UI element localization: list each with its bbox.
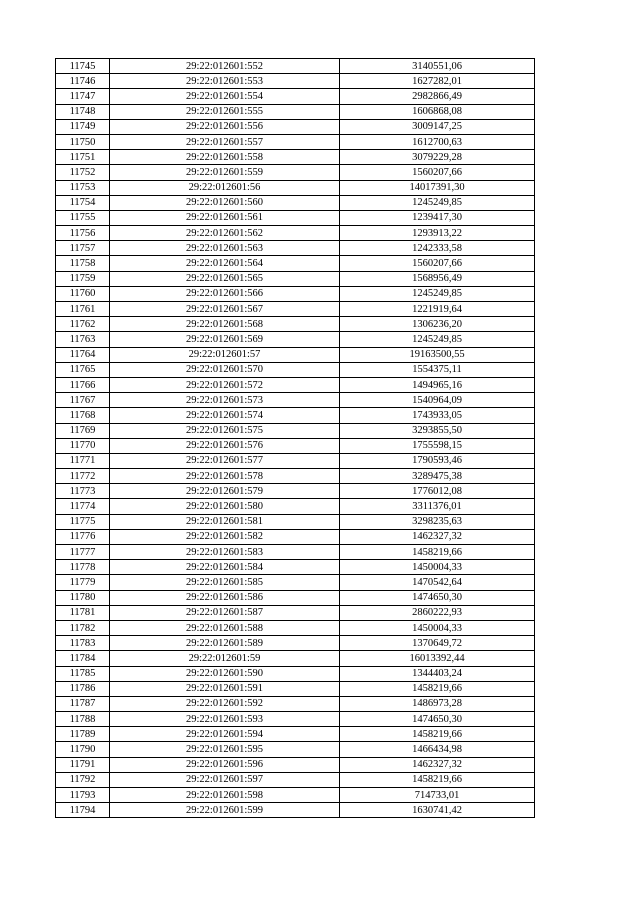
cadastral-value-cell: 1554375,11	[340, 362, 535, 377]
cadastral-value-cell: 1293913,22	[340, 226, 535, 241]
cadastral-number-cell: 29:22:012601:555	[110, 104, 340, 119]
table-row	[56, 453, 535, 468]
cadastral-number-cell: 29:22:012601:578	[110, 469, 340, 484]
cadastral-number-cell: 29:22:012601:569	[110, 332, 340, 347]
cadastral-value-cell: 3009147,25	[340, 119, 535, 134]
table-row	[56, 560, 535, 575]
row-number-cell: 11752	[56, 165, 110, 180]
cadastral-value-cell: 3298235,63	[340, 514, 535, 529]
row-number-cell: 11769	[56, 423, 110, 438]
row-number-cell: 11762	[56, 317, 110, 332]
cadastral-number-cell: 29:22:012601:599	[110, 803, 340, 818]
cadastral-number-cell: 29:22:012601:59	[110, 651, 340, 666]
cadastral-value-cell: 1755598,15	[340, 438, 535, 453]
table-row	[56, 195, 535, 210]
row-number-cell: 11784	[56, 651, 110, 666]
row-number-cell: 11788	[56, 712, 110, 727]
cadastral-number-cell: 29:22:012601:562	[110, 226, 340, 241]
table-row	[56, 636, 535, 651]
table-row	[56, 377, 535, 392]
cadastral-value-cell: 1450004,33	[340, 560, 535, 575]
cadastral-value-cell: 1462327,32	[340, 757, 535, 772]
cadastral-value-cell: 1245249,85	[340, 332, 535, 347]
table-row	[56, 469, 535, 484]
row-number-cell: 11751	[56, 150, 110, 165]
cadastral-number-cell: 29:22:012601:560	[110, 195, 340, 210]
cadastral-number-cell: 29:22:012601:552	[110, 59, 340, 74]
row-number-cell: 11777	[56, 545, 110, 560]
row-number-cell: 11758	[56, 256, 110, 271]
cadastral-number-cell: 29:22:012601:556	[110, 119, 340, 134]
row-number-cell: 11759	[56, 271, 110, 286]
table-body	[56, 59, 535, 818]
cadastral-number-cell: 29:22:012601:574	[110, 408, 340, 423]
table-row	[56, 226, 535, 241]
table-row	[56, 484, 535, 499]
row-number-cell: 11746	[56, 74, 110, 89]
table-row	[56, 104, 535, 119]
row-number-cell: 11756	[56, 226, 110, 241]
row-number-cell: 11763	[56, 332, 110, 347]
cadastral-value-cell: 3311376,01	[340, 499, 535, 514]
cadastral-value-cell: 1306236,20	[340, 317, 535, 332]
table-row	[56, 256, 535, 271]
row-number-cell: 11792	[56, 772, 110, 787]
row-number-cell: 11776	[56, 529, 110, 544]
cadastral-number-cell: 29:22:012601:558	[110, 150, 340, 165]
cadastral-value-cell: 1474650,30	[340, 590, 535, 605]
row-number-cell: 11754	[56, 195, 110, 210]
row-number-cell: 11760	[56, 286, 110, 301]
cadastral-value-cell: 1627282,01	[340, 74, 535, 89]
cadastral-number-cell: 29:22:012601:57	[110, 347, 340, 362]
row-number-cell: 11790	[56, 742, 110, 757]
cadastral-number-cell: 29:22:012601:595	[110, 742, 340, 757]
cadastral-value-cell: 1743933,05	[340, 408, 535, 423]
table-row	[56, 681, 535, 696]
cadastral-value-cell: 16013392,44	[340, 651, 535, 666]
row-number-cell: 11768	[56, 408, 110, 423]
row-number-cell: 11794	[56, 803, 110, 818]
cadastral-number-cell: 29:22:012601:563	[110, 241, 340, 256]
cadastral-number-cell: 29:22:012601:580	[110, 499, 340, 514]
cadastral-value-cell: 1470542,64	[340, 575, 535, 590]
row-number-cell: 11770	[56, 438, 110, 453]
cadastral-value-cell: 19163500,55	[340, 347, 535, 362]
cadastral-number-cell: 29:22:012601:592	[110, 696, 340, 711]
cadastral-number-cell: 29:22:012601:588	[110, 620, 340, 635]
row-number-cell: 11767	[56, 393, 110, 408]
cadastral-value-cell: 1458219,66	[340, 772, 535, 787]
table-row	[56, 74, 535, 89]
cadastral-value-cell: 3079229,28	[340, 150, 535, 165]
table-row	[56, 347, 535, 362]
cadastral-value-cell: 3140551,06	[340, 59, 535, 74]
row-number-cell: 11793	[56, 788, 110, 803]
row-number-cell: 11761	[56, 302, 110, 317]
row-number-cell: 11774	[56, 499, 110, 514]
cadastral-value-table	[55, 58, 535, 818]
table-row	[56, 134, 535, 149]
cadastral-value-cell: 1450004,33	[340, 620, 535, 635]
row-number-cell: 11750	[56, 134, 110, 149]
cadastral-number-cell: 29:22:012601:561	[110, 210, 340, 225]
cadastral-number-cell: 29:22:012601:586	[110, 590, 340, 605]
table-row	[56, 393, 535, 408]
cadastral-value-cell: 1458219,66	[340, 681, 535, 696]
row-number-cell: 11749	[56, 119, 110, 134]
cadastral-value-cell: 2860222,93	[340, 605, 535, 620]
cadastral-number-cell: 29:22:012601:589	[110, 636, 340, 651]
table-row	[56, 727, 535, 742]
cadastral-value-cell: 1560207,66	[340, 165, 535, 180]
table-row	[56, 712, 535, 727]
cadastral-value-cell: 1458219,66	[340, 545, 535, 560]
cadastral-number-cell: 29:22:012601:591	[110, 681, 340, 696]
row-number-cell: 11753	[56, 180, 110, 195]
table-row	[56, 757, 535, 772]
cadastral-number-cell: 29:22:012601:597	[110, 772, 340, 787]
table-row	[56, 165, 535, 180]
table-row	[56, 605, 535, 620]
cadastral-number-cell: 29:22:012601:572	[110, 377, 340, 392]
cadastral-value-cell: 1462327,32	[340, 529, 535, 544]
cadastral-value-cell: 1245249,85	[340, 195, 535, 210]
table-row	[56, 89, 535, 104]
cadastral-value-cell: 1242333,58	[340, 241, 535, 256]
cadastral-value-cell: 1494965,16	[340, 377, 535, 392]
cadastral-value-cell: 714733,01	[340, 788, 535, 803]
row-number-cell: 11779	[56, 575, 110, 590]
table-row	[56, 438, 535, 453]
cadastral-number-cell: 29:22:012601:596	[110, 757, 340, 772]
table-row	[56, 286, 535, 301]
row-number-cell: 11781	[56, 605, 110, 620]
table-row	[56, 423, 535, 438]
cadastral-value-cell: 2982866,49	[340, 89, 535, 104]
row-number-cell: 11772	[56, 469, 110, 484]
row-number-cell: 11780	[56, 590, 110, 605]
table-row	[56, 317, 535, 332]
cadastral-value-cell: 1486973,28	[340, 696, 535, 711]
table-row	[56, 119, 535, 134]
row-number-cell: 11745	[56, 59, 110, 74]
cadastral-number-cell: 29:22:012601:564	[110, 256, 340, 271]
row-number-cell: 11755	[56, 210, 110, 225]
cadastral-number-cell: 29:22:012601:598	[110, 788, 340, 803]
cadastral-number-cell: 29:22:012601:594	[110, 727, 340, 742]
row-number-cell: 11773	[56, 484, 110, 499]
table-row	[56, 545, 535, 560]
table-row	[56, 742, 535, 757]
table-row	[56, 666, 535, 681]
cadastral-number-cell: 29:22:012601:570	[110, 362, 340, 377]
table-row	[56, 499, 535, 514]
cadastral-number-cell: 29:22:012601:590	[110, 666, 340, 681]
table-row	[56, 271, 535, 286]
table-row	[56, 514, 535, 529]
cadastral-value-cell: 1540964,09	[340, 393, 535, 408]
table-row	[56, 332, 535, 347]
table-row	[56, 302, 535, 317]
cadastral-value-cell: 1606868,08	[340, 104, 535, 119]
cadastral-number-cell: 29:22:012601:565	[110, 271, 340, 286]
table-row	[56, 620, 535, 635]
cadastral-number-cell: 29:22:012601:559	[110, 165, 340, 180]
cadastral-number-cell: 29:22:012601:593	[110, 712, 340, 727]
row-number-cell: 11778	[56, 560, 110, 575]
cadastral-value-cell: 1370649,72	[340, 636, 535, 651]
table-row	[56, 150, 535, 165]
table-row	[56, 696, 535, 711]
table-row	[56, 651, 535, 666]
row-number-cell: 11791	[56, 757, 110, 772]
cadastral-number-cell: 29:22:012601:567	[110, 302, 340, 317]
row-number-cell: 11789	[56, 727, 110, 742]
table-row	[56, 803, 535, 818]
cadastral-value-cell: 1560207,66	[340, 256, 535, 271]
table-row	[56, 529, 535, 544]
cadastral-value-cell: 1344403,24	[340, 666, 535, 681]
table-row	[56, 180, 535, 195]
cadastral-value-cell: 1245249,85	[340, 286, 535, 301]
cadastral-value-cell: 1776012,08	[340, 484, 535, 499]
row-number-cell: 11764	[56, 347, 110, 362]
table-row	[56, 590, 535, 605]
cadastral-number-cell: 29:22:012601:579	[110, 484, 340, 499]
cadastral-number-cell: 29:22:012601:56	[110, 180, 340, 195]
row-number-cell: 11757	[56, 241, 110, 256]
table-row	[56, 772, 535, 787]
cadastral-value-cell: 1790593,46	[340, 453, 535, 468]
table-row	[56, 59, 535, 74]
cadastral-number-cell: 29:22:012601:576	[110, 438, 340, 453]
table-row	[56, 575, 535, 590]
row-number-cell: 11787	[56, 696, 110, 711]
row-number-cell: 11748	[56, 104, 110, 119]
cadastral-number-cell: 29:22:012601:583	[110, 545, 340, 560]
cadastral-number-cell: 29:22:012601:587	[110, 605, 340, 620]
cadastral-number-cell: 29:22:012601:554	[110, 89, 340, 104]
row-number-cell: 11782	[56, 620, 110, 635]
table-row	[56, 362, 535, 377]
cadastral-value-cell: 1612700,63	[340, 134, 535, 149]
cadastral-number-cell: 29:22:012601:553	[110, 74, 340, 89]
cadastral-number-cell: 29:22:012601:557	[110, 134, 340, 149]
table-row	[56, 408, 535, 423]
cadastral-number-cell: 29:22:012601:584	[110, 560, 340, 575]
cadastral-number-cell: 29:22:012601:582	[110, 529, 340, 544]
row-number-cell: 11765	[56, 362, 110, 377]
table-row	[56, 241, 535, 256]
row-number-cell: 11785	[56, 666, 110, 681]
row-number-cell: 11766	[56, 377, 110, 392]
document-page	[55, 58, 534, 818]
cadastral-value-cell: 3289475,38	[340, 469, 535, 484]
cadastral-value-cell: 1466434,98	[340, 742, 535, 757]
row-number-cell: 11771	[56, 453, 110, 468]
cadastral-number-cell: 29:22:012601:575	[110, 423, 340, 438]
cadastral-value-cell: 1474650,30	[340, 712, 535, 727]
cadastral-value-cell: 1568956,49	[340, 271, 535, 286]
row-number-cell: 11786	[56, 681, 110, 696]
row-number-cell: 11783	[56, 636, 110, 651]
cadastral-value-cell: 1239417,30	[340, 210, 535, 225]
cadastral-number-cell: 29:22:012601:573	[110, 393, 340, 408]
cadastral-number-cell: 29:22:012601:568	[110, 317, 340, 332]
table-row	[56, 788, 535, 803]
cadastral-number-cell: 29:22:012601:566	[110, 286, 340, 301]
cadastral-value-cell: 14017391,30	[340, 180, 535, 195]
cadastral-value-cell: 1221919,64	[340, 302, 535, 317]
table-row	[56, 210, 535, 225]
row-number-cell: 11747	[56, 89, 110, 104]
cadastral-value-cell: 1458219,66	[340, 727, 535, 742]
row-number-cell: 11775	[56, 514, 110, 529]
cadastral-number-cell: 29:22:012601:585	[110, 575, 340, 590]
cadastral-number-cell: 29:22:012601:581	[110, 514, 340, 529]
cadastral-value-cell: 3293855,50	[340, 423, 535, 438]
cadastral-number-cell: 29:22:012601:577	[110, 453, 340, 468]
cadastral-value-cell: 1630741,42	[340, 803, 535, 818]
